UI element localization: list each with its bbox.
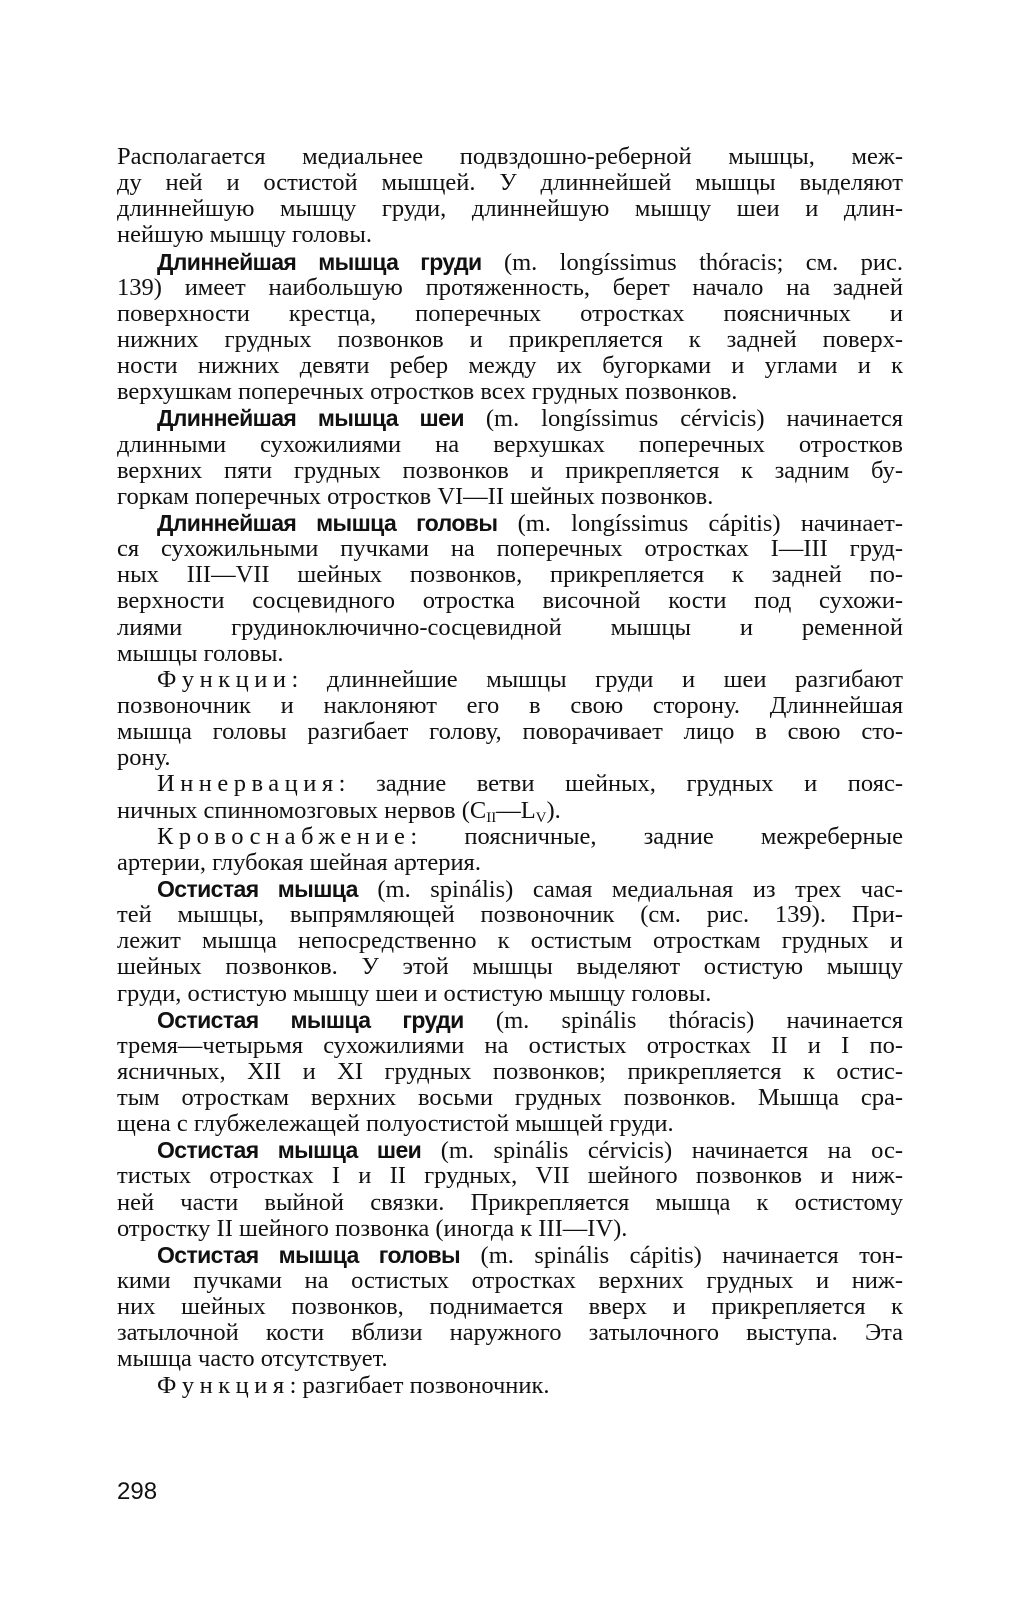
text-line — [117, 693, 903, 719]
line-text: мышца часто отсутствует. — [117, 1345, 388, 1373]
line-text: горкам поперечных отростков VI—II шейных позвонков. — [117, 482, 714, 510]
line-text: тым отросткам верхних восьми грудных позвонков. Мышца сра- — [117, 1084, 903, 1112]
text-line — [117, 981, 903, 1007]
text-line — [117, 1373, 903, 1399]
text-line — [117, 876, 903, 902]
section-heading: Функции — [157, 665, 292, 693]
text-line — [117, 771, 903, 797]
line-text: : задние ветви шейных, грудных и пояс- — [338, 770, 903, 798]
line-text: длиннейшую мышцу груди, длиннейшую мышцу шеи и длин- — [117, 195, 903, 223]
page-number: 298 — [117, 1478, 158, 1505]
line-text: нижних грудных позвонков и прикрепляется к задней поверх- — [117, 325, 903, 353]
subscript: II — [486, 809, 497, 826]
text-line — [117, 196, 903, 222]
text-line — [117, 301, 903, 327]
line-text: верхушкам поперечных отростков всех грудных позвонков. — [117, 378, 738, 406]
text-line — [117, 1085, 903, 1111]
page-body-text — [117, 144, 903, 1399]
line-text: (m. spinális) самая медиальная из трех час- — [357, 875, 903, 903]
line-text: ся сухожильными пучками на поперечных отростках I—III груд- — [117, 535, 903, 563]
line-text: мышцы головы. — [117, 639, 284, 667]
text-line — [117, 1242, 903, 1268]
text-line — [117, 405, 903, 431]
text-line — [117, 928, 903, 954]
text-line — [117, 536, 903, 562]
line-text: (m. spinális cérvicis) начинается на ос- — [421, 1137, 903, 1165]
line-text: тистых отростках I и II грудных, VII шейного позвонков и ниж- — [117, 1162, 903, 1190]
text-line — [117, 1216, 903, 1242]
line-text: лиями грудиноключично-сосцевидной мышцы и ременной — [117, 613, 903, 641]
text-line — [117, 353, 903, 379]
line-text: рону. — [117, 744, 171, 772]
text-line — [117, 327, 903, 353]
section-heading: Иннервация — [157, 770, 339, 798]
line-text: тремя—четырьмя сухожилиями на остистых отростках II и I по- — [117, 1031, 903, 1059]
text-line — [117, 484, 903, 510]
muscle-term: Остистая мышца груди — [157, 1006, 464, 1033]
line-text: кими пучками на остистых отростках верхних грудных и ниж- — [117, 1267, 903, 1295]
text-line — [117, 144, 903, 170]
muscle-term: Остистая мышца — [157, 875, 358, 902]
line-text: (m. longíssimus cérvicis) начинается — [463, 405, 903, 433]
line-text: ности нижних девяти ребер между их бугорками и углами и к — [117, 352, 903, 380]
line-text: тей мышцы, выпрямляющей позвоночник (см. рис. 139). При- — [117, 901, 903, 929]
line-text: шейных позвонков. У этой мышцы выделяют остистую мышцу — [117, 953, 903, 981]
text-line — [117, 1033, 903, 1059]
subscript: V — [535, 809, 547, 826]
text-line — [117, 667, 903, 693]
text-line — [117, 1059, 903, 1085]
text-line — [117, 458, 903, 484]
text-line — [117, 641, 903, 667]
line-text: : разгибает позвоночник. — [289, 1371, 550, 1399]
text-line — [117, 1163, 903, 1189]
text-line — [117, 275, 903, 301]
muscle-term: Длиннейшая мышца шеи — [157, 405, 464, 432]
line-text: ных III—VII шейных позвонков, прикрепляется к задней по- — [117, 561, 903, 589]
line-text: них шейных позвонков, поднимается вверх и прикрепляется к — [117, 1293, 903, 1321]
line-text: нейшую мышцу головы. — [117, 221, 372, 249]
text-line — [117, 379, 903, 405]
section-heading: Функция — [157, 1371, 290, 1399]
section-heading: Кровоснабжение — [157, 822, 411, 850]
text-line — [117, 1007, 903, 1033]
line-text: мышца головы разгибает голову, поворачивает лицо в свою сто- — [117, 718, 903, 746]
line-text: Располагается медиальнее подвздошно-реберной мышцы, меж- — [117, 143, 903, 170]
text-line — [117, 798, 903, 824]
text-line — [117, 1320, 903, 1346]
line-text: (m. spinális thóracis) начинается — [463, 1006, 903, 1034]
line-text: верхности сосцевидного отростка височной кости под сухожи- — [117, 587, 903, 615]
line-text: отростку II шейного позвонка (иногда к III—IV). — [117, 1214, 628, 1242]
line-text: 139) имеет наибольшую протяженность, берет начало на задней — [117, 273, 903, 301]
muscle-term: Остистая мышца шеи — [157, 1137, 422, 1164]
line-text: щена с глубжележащей полуостистой мышцей груди. — [117, 1110, 674, 1138]
line-text: поверхности крестца, поперечных отростках поясничных и — [117, 299, 903, 327]
text-line — [117, 222, 903, 248]
text-line — [117, 588, 903, 614]
text-line — [117, 954, 903, 980]
text-line — [117, 1190, 903, 1216]
line-text: ду ней и остистой мышцей. У длиннейшей мышцы выделяют — [117, 169, 903, 197]
text-line — [117, 170, 903, 196]
line-text: верхних пяти грудных позвонков и прикрепляется к задним бу- — [117, 456, 903, 484]
text-line — [117, 1111, 903, 1137]
line-text: (m. longíssimus cápitis) начинает- — [497, 509, 903, 537]
line-text: затылочной кости вблизи наружного затылочного выступа. Эта — [117, 1319, 903, 1347]
line-text: ней части выйной связки. Прикрепляется мышца к остистому — [117, 1188, 903, 1216]
text-line — [117, 1346, 903, 1372]
line-text: длинными сухожилиями на верхушках поперечных отростков — [117, 430, 903, 458]
text-line — [117, 745, 903, 771]
text-line — [117, 615, 903, 641]
muscle-term: Остистая мышца головы — [157, 1241, 461, 1268]
text-line — [117, 249, 903, 275]
text-line — [117, 850, 903, 876]
text-line — [117, 510, 903, 536]
text-line — [117, 719, 903, 745]
text-line — [117, 562, 903, 588]
text-line — [117, 1137, 903, 1163]
text-line — [117, 1294, 903, 1320]
line-text: (m. longíssimus thóracis; см. рис. — [481, 248, 903, 276]
line-text: ясничных, XII и XI грудных позвонков; прикрепляется к остис- — [117, 1057, 903, 1085]
line-text: лежит мышца непосредственно к остистым отросткам грудных и — [117, 927, 903, 955]
line-text: (m. spinális cápitis) начинается тон- — [460, 1241, 903, 1269]
muscle-term: Длиннейшая мышца головы — [157, 509, 498, 536]
line-text: —L — [496, 796, 536, 824]
text-line — [117, 432, 903, 458]
line-text: ). — [546, 796, 561, 824]
text-line — [117, 1268, 903, 1294]
line-text: ничных спинномозговых нервов (C — [117, 796, 487, 824]
muscle-term: Длиннейшая мышца груди — [157, 248, 482, 275]
line-text: : поясничные, задние межреберные — [410, 822, 903, 850]
text-line — [117, 824, 903, 850]
line-text: позвоночник и наклоняют его в свою сторону. Длиннейшая — [117, 691, 903, 719]
line-text: артерии, глубокая шейная артерия. — [117, 848, 481, 876]
line-text: груди, остистую мышцу шеи и остистую мышцу головы. — [117, 979, 712, 1007]
text-line — [117, 902, 903, 928]
line-text: : длиннейшие мышцы груди и шеи разгибают — [291, 665, 903, 693]
